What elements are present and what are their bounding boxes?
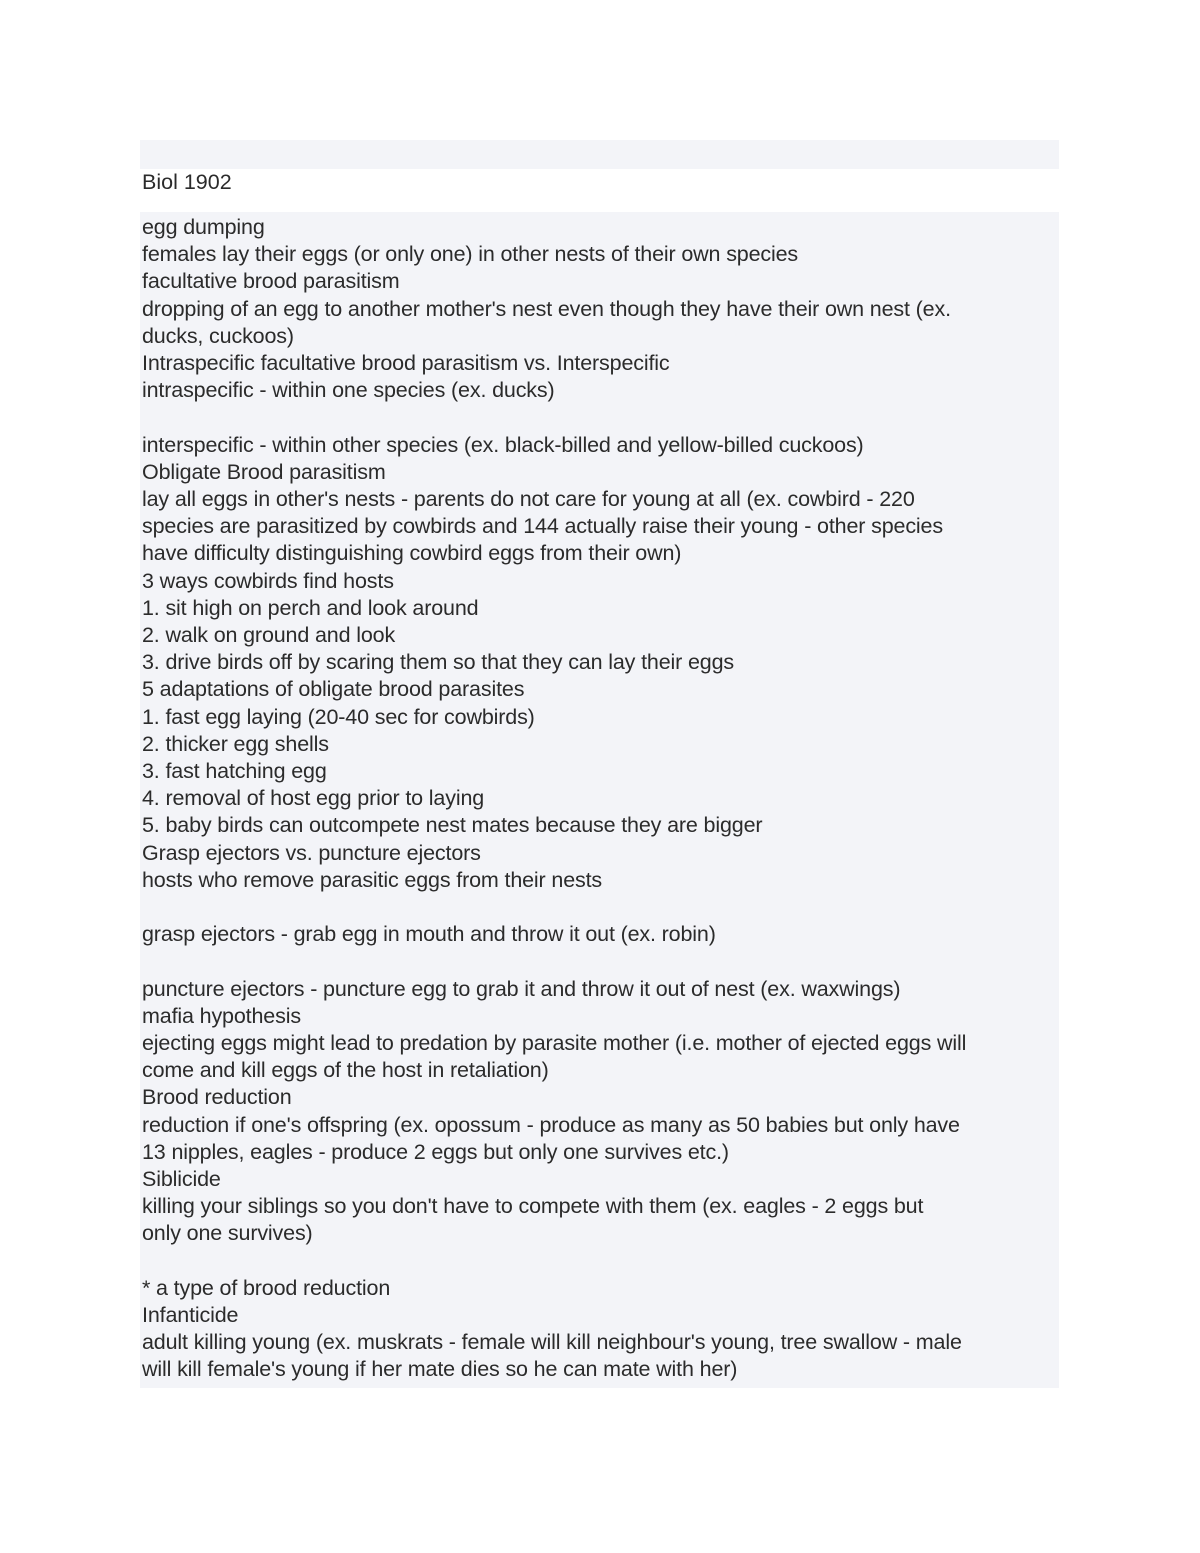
note-line: 5 adaptations of obligate brood parasites — [142, 677, 525, 702]
note-line: will kill female's young if her mate dies so he can mate with her) — [142, 1357, 738, 1382]
note-line: hosts who remove parasitic eggs from their nests — [142, 867, 603, 892]
note-line: Obligate Brood parasitism — [142, 459, 386, 484]
note-line: have difficulty distinguishing cowbird eggs from their own) — [142, 541, 682, 566]
note-line: species are parasitized by cowbirds and 144 actually raise their young - other species — [142, 514, 943, 539]
note-line: Infanticide — [142, 1303, 239, 1328]
course-title: Biol 1902 — [140, 169, 1059, 212]
note-line: killing your siblings so you don't have to compete with them (ex. eagles - 2 eggs but — [142, 1194, 924, 1219]
note-line: facultative brood parasitism — [142, 269, 400, 294]
note-line: 2. walk on ground and look — [142, 623, 396, 648]
blank-line — [142, 1248, 1059, 1275]
note-line: Brood reduction — [142, 1085, 292, 1110]
note-line: Grasp ejectors vs. puncture ejectors — [142, 840, 481, 865]
note-line: ducks, cuckoos) — [142, 323, 294, 348]
note-line: * a type of brood reduction — [142, 1275, 391, 1300]
note-line: puncture ejectors - puncture egg to grab it and throw it out of nest (ex. waxwings) — [142, 976, 901, 1001]
note-line: 3 ways cowbirds find hosts — [142, 568, 394, 593]
blank-line — [142, 404, 1059, 431]
note-line: grasp ejectors - grab egg in mouth and throw it out (ex. robin) — [142, 922, 716, 947]
note-line: 3. drive birds off by scaring them so that they can lay their eggs — [142, 650, 735, 675]
note-line: 1. fast egg laying (20-40 sec for cowbirds) — [142, 704, 535, 729]
note-line: Intraspecific facultative brood parasitism vs. Interspecific — [142, 351, 670, 376]
note-line: 13 nipples, eagles - produce 2 eggs but only one survives etc.) — [142, 1139, 729, 1164]
note-line: interspecific - within other species (ex. black-billed and yellow-billed cuckoos) — [142, 432, 864, 457]
document-page — [140, 140, 1059, 1388]
note-line: 3. fast hatching egg — [142, 759, 327, 784]
blank-line — [142, 948, 1059, 975]
note-line: 4. removal of host egg prior to laying — [142, 786, 485, 811]
note-line: only one survives) — [142, 1221, 313, 1246]
note-line: come and kill eggs of the host in retaliation) — [142, 1058, 549, 1083]
note-line: adult killing young (ex. muskrats - female will kill neighbour's young, tree swallow - male — [142, 1330, 962, 1355]
note-line: 5. baby birds can outcompete nest mates because they are bigger — [142, 813, 763, 838]
note-line: lay all eggs in other's nests - parents do not care for young at all (ex. cowbird - 220 — [142, 487, 915, 512]
note-line: females lay their eggs (or only one) in other nests of their own species — [142, 242, 799, 267]
note-line: Siblicide — [142, 1167, 221, 1192]
note-line: dropping of an egg to another mother's nest even though they have their own nest (ex. — [142, 296, 951, 321]
note-line: intraspecific - within one species (ex. ducks) — [142, 378, 555, 403]
note-line: ejecting eggs might lead to predation by parasite mother (i.e. mother of ejected eggs will — [142, 1031, 967, 1056]
note-line: 1. sit high on perch and look around — [142, 595, 479, 620]
note-line: mafia hypothesis — [142, 1003, 301, 1028]
note-line: 2. thicker egg shells — [142, 731, 329, 756]
blank-line — [142, 894, 1059, 921]
note-line: reduction if one's offspring (ex. opossum - produce as many as 50 babies but only have — [142, 1112, 960, 1137]
notes-body — [140, 212, 1059, 1388]
note-line: egg dumping — [142, 215, 265, 239]
header-band — [140, 140, 1059, 169]
